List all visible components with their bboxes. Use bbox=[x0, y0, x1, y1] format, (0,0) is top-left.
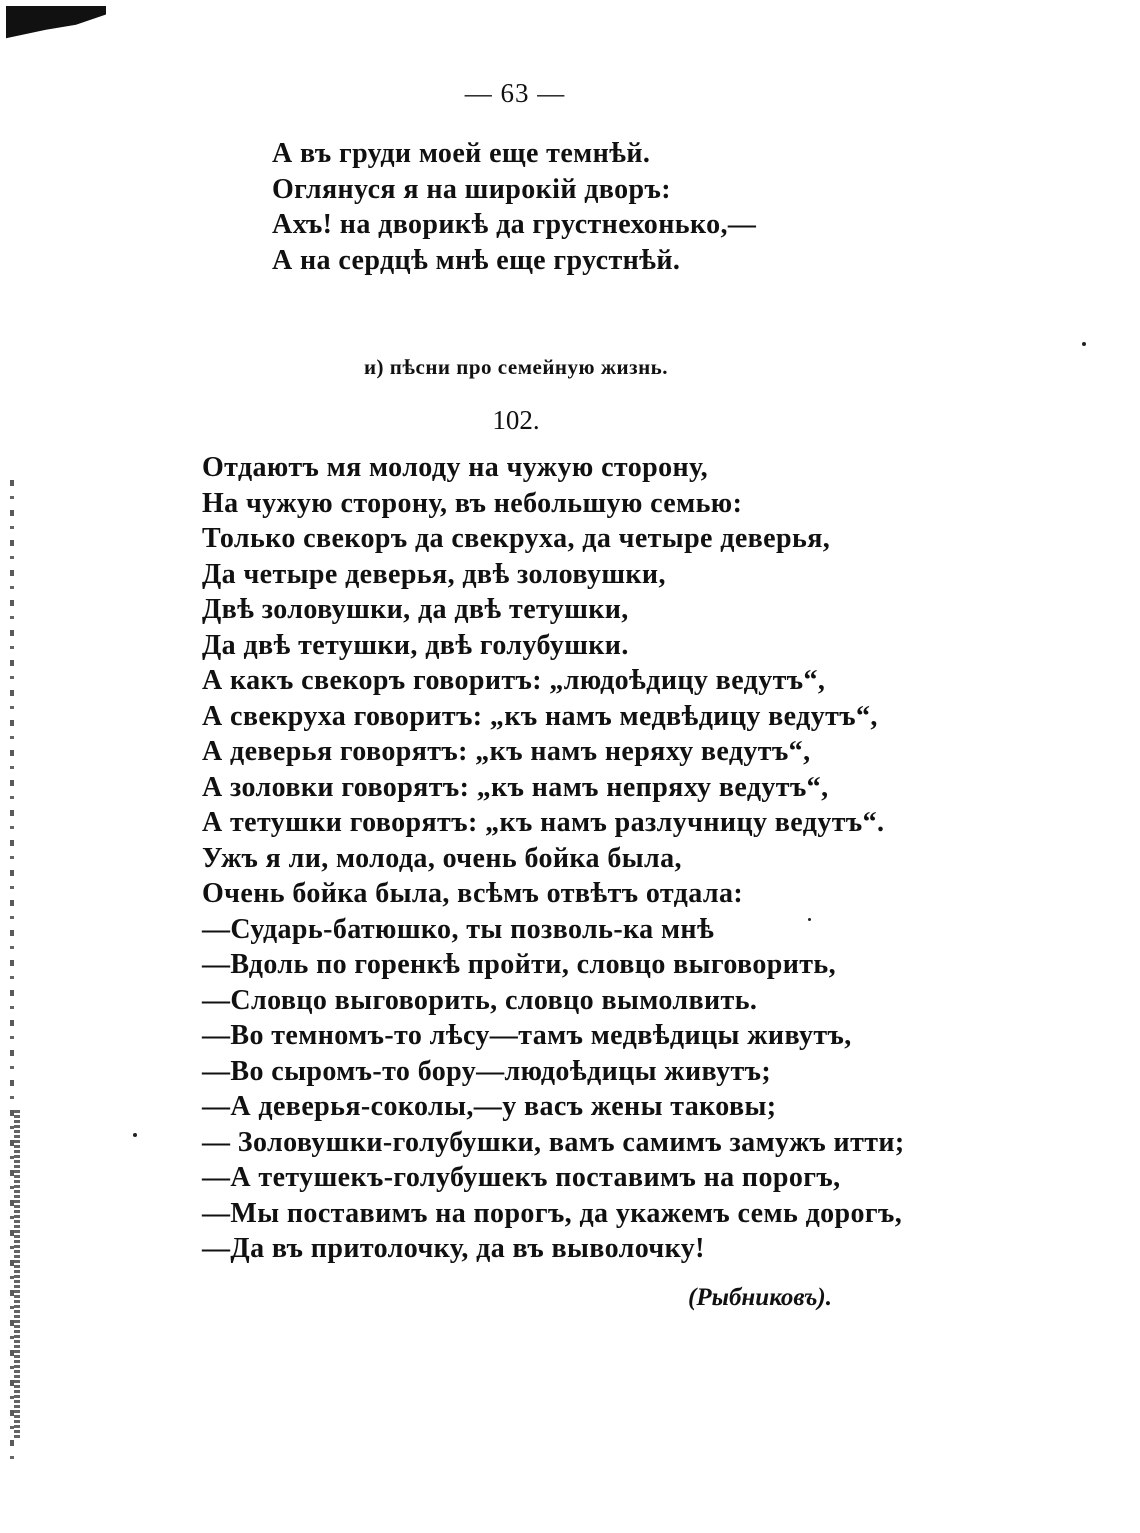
section-heading: и) пѣсни про семейную жизнь. bbox=[363, 355, 669, 379]
verse-line: —Вдоль по горенкѣ пройти, словцо выговорить, bbox=[202, 949, 837, 980]
verse-line: А тетушки говорятъ: „къ намъ разлучницу ведутъ“. bbox=[202, 807, 885, 838]
top-verse bbox=[272, 136, 756, 278]
verse-line: На чужую сторону, въ небольшую семью: bbox=[202, 487, 743, 519]
verse-line: А золовки говорятъ: „къ намъ непряху ведутъ“, bbox=[202, 771, 829, 803]
verse-line: А на сердцѣ мнѣ еще грустнѣй. bbox=[272, 244, 681, 276]
scan-corner-artifact bbox=[6, 6, 106, 40]
attribution: (Рыбниковъ). bbox=[688, 1284, 833, 1311]
verse-line: Да двѣ тетушки, двѣ голубушки. bbox=[202, 629, 629, 661]
verse-line: Отдаютъ мя молоду на чужую сторону, bbox=[202, 452, 709, 483]
verse-line: А какъ свекоръ говоритъ: „людоѣдицу ведутъ“, bbox=[202, 665, 826, 696]
verse-line: Да четыре деверья, двѣ золовушки, bbox=[202, 558, 666, 590]
scan-edge-artifact bbox=[14, 1110, 20, 1440]
verse-line: А въ груди моей еще темнѣй. bbox=[272, 138, 651, 169]
verse-line: А деверья говорятъ: „къ намъ неряху ведутъ“, bbox=[202, 736, 811, 767]
verse-line: —Словцо выговорить, словцо вымолвить. bbox=[202, 984, 758, 1016]
scan-speck bbox=[133, 1133, 137, 1137]
verse-line: —Во темномъ-то лѣсу—тамъ медвѣдицы живутъ, bbox=[202, 1020, 852, 1051]
verse-line: —Да въ притолочку, да въ выволочку! bbox=[202, 1233, 705, 1264]
verse-line: Очень бойка была, всѣмъ отвѣтъ отдала: bbox=[202, 878, 744, 909]
verse-line: — Золовушки-голубушки, вамъ самимъ замужъ итти; bbox=[202, 1126, 905, 1158]
verse-line: Оглянуся я на широкій дворъ: bbox=[272, 173, 671, 205]
verse-line: Двѣ золовушки, да двѣ тетушки, bbox=[202, 594, 629, 625]
scan-speck bbox=[1082, 342, 1086, 346]
verse-line: Ужъ я ли, молода, очень бойка была, bbox=[202, 842, 682, 874]
verse-line: —Во сыромъ-то бору—людоѣдицы живутъ; bbox=[202, 1055, 772, 1087]
page-number: — 63 — bbox=[464, 78, 566, 108]
verse-line: Только свекоръ да свекруха, да четыре деверья, bbox=[202, 523, 831, 554]
verse-line: —А деверья-соколы,—у васъ жены таковы; bbox=[202, 1091, 777, 1122]
verse-line: —Сударь-батюшко, ты позволь-ка мнѣ bbox=[202, 913, 715, 945]
song-text bbox=[202, 450, 905, 1267]
verse-line: А свекруха говоритъ: „къ намъ медвѣдицу ведутъ“, bbox=[202, 700, 878, 732]
song-number: 102. bbox=[492, 405, 540, 435]
verse-line: —Мы поставимъ на порогъ, да укажемъ семь дорогъ, bbox=[202, 1197, 903, 1229]
verse-line: —А тетушекъ-голубушекъ поставимъ на порогъ, bbox=[202, 1162, 841, 1193]
verse-line: Ахъ! на дворикѣ да грустнехонько,— bbox=[272, 209, 757, 240]
